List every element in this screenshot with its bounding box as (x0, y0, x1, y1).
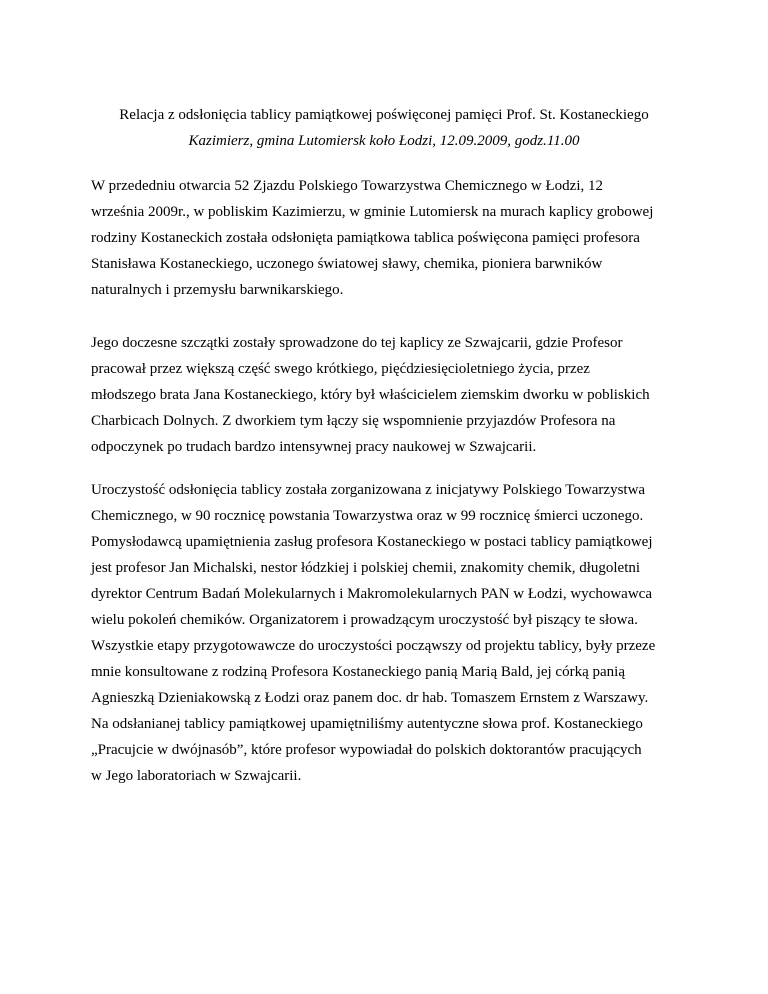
paragraph-line: młodszego brata Jana Kostaneckiego, który był właścicielem ziemskim dworku w pobliskich (91, 387, 650, 403)
document-subtitle: Kazimierz, gmina Lutomiersk koło Łodzi, 12.09.2009, godz.11.00 (188, 133, 580, 149)
paragraph-line: Jego doczesne szczątki zostały sprowadzone do tej kaplicy ze Szwajcarii, gdzie Profesor (91, 335, 623, 351)
paragraph-line: w Jego laboratoriach w Szwajcarii. (91, 768, 302, 784)
paragraph-line: Charbicach Dolnych. Z dworkiem tym łączy się wspomnienie przyjazdów Profesora na (91, 413, 616, 429)
paragraph-line: wielu pokoleń chemików. Organizatorem i prowadzącym uroczystość był piszący te słowa. (91, 612, 638, 628)
paragraph-line: Na odsłanianej tablicy pamiątkowej upamiętniliśmy autentyczne słowa prof. Kostaneckiego (91, 716, 643, 732)
paragraph-line: „Pracujcie w dwójnasób”, które profesor wypowiadał do polskich doktorantów pracujących (91, 742, 642, 758)
paragraph-3 (91, 477, 711, 789)
paragraph-line: Stanisława Kostaneckiego, uczonego światowej sławy, chemika, pioniera barwników (91, 256, 603, 272)
paragraph-line: Agnieszką Dzieniakowską z Łodzi oraz panem doc. dr hab. Tomaszem Ernstem z Warszawy. (91, 690, 649, 706)
paragraph-line: mnie konsultowane z rodziną Profesora Kostaneckiego panią Marią Bald, jej córką panią (91, 664, 625, 680)
paragraph-2 (91, 330, 711, 460)
paragraph-line: Chemicznego, w 90 rocznicę powstania Towarzystwa oraz w 99 rocznicę śmierci uczonego. (91, 508, 644, 524)
paragraph-line: W przededniu otwarcia 52 Zjazdu Polskiego Towarzystwa Chemicznego w Łodzi, 12 (91, 178, 603, 194)
paragraph-line: rodziny Kostaneckich została odsłonięta pamiątkowa tablica poświęcona pamięci profesora (91, 230, 640, 246)
paragraph-line: odpoczynek po trudach bardzo intensywnej pracy naukowej w Szwajcarii. (91, 439, 537, 455)
paragraph-line: pracował przez większą część swego krótkiego, pięćdziesięcioletniego życia, przez (91, 361, 590, 377)
document-title: Relacja z odsłonięcia tablicy pamiątkowej poświęconej pamięci Prof. St. Kostaneckiego (119, 107, 649, 123)
paragraph-line: Uroczystość odsłonięcia tablicy została zorganizowana z inicjatywy Polskiego Towarzystwa (91, 482, 646, 498)
paragraph-line: Pomysłodawcą upamiętnienia zasług profesora Kostaneckiego w postaci tablicy pamiątkowej (91, 534, 653, 550)
paragraph-line: września 2009r., w pobliskim Kazimierzu, w gminie Lutomiersk na murach kaplicy grobowej (91, 204, 654, 220)
paragraph-line: jest profesor Jan Michalski, nestor łódzkiej i polskiej chemii, znakomity chemik, długoletni (91, 560, 641, 576)
paragraph-1 (91, 173, 711, 303)
paragraph-line: naturalnych i przemysłu barwnikarskiego. (91, 282, 344, 298)
paragraph-line: dyrektor Centrum Badań Molekularnych i Makromolekularnych PAN w Łodzi, wychowawca (91, 586, 652, 602)
paragraph-line: Wszystkie etapy przygotowawcze do uroczystości począwszy od projektu tablicy, były przeze (91, 638, 656, 654)
